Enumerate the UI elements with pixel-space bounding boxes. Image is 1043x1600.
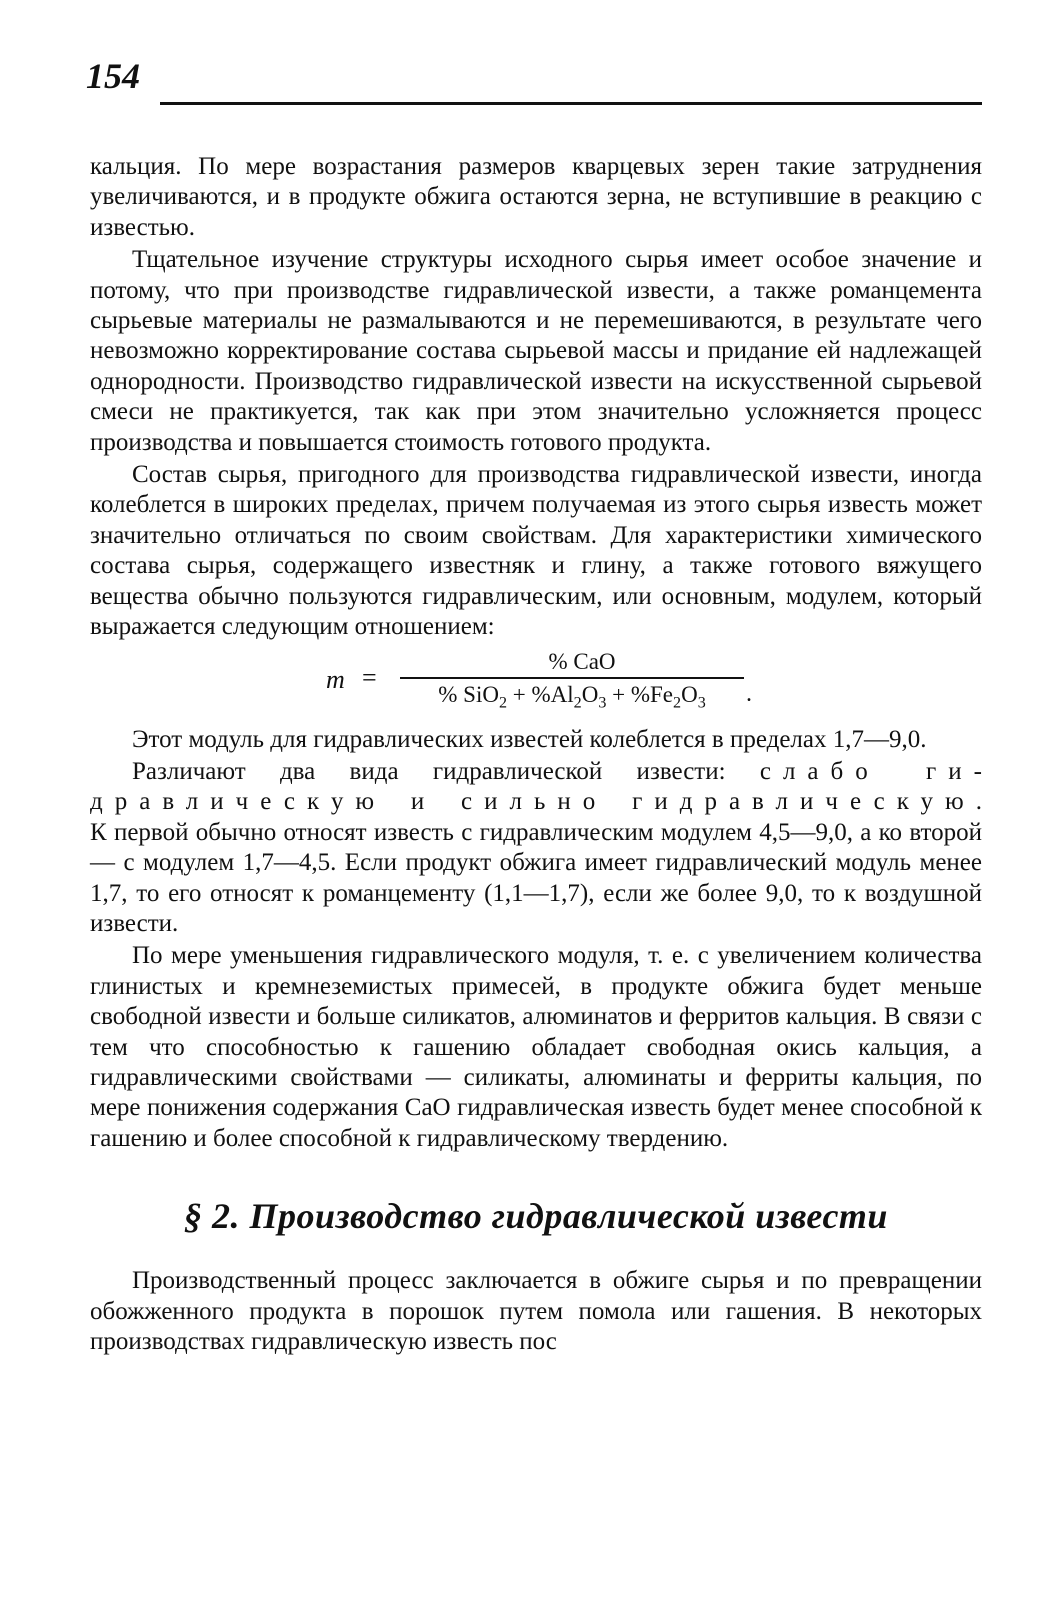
den-al-sub2: 3 (598, 694, 607, 712)
section-heading: § 2. Производство гидравлической извести (184, 1196, 888, 1237)
body-text (90, 152, 982, 1357)
page-number: 154 (86, 56, 140, 96)
den-fe: + %Fe (606, 681, 674, 707)
paragraph-3: Состав сырья, пригодного для производства гидравлической извести, иногда колеблется в широких пределах, причем получаемая из этого сырья известь может значительно отличаться по своим свойствам. Для характеристики химического состава сырья, содержащего известняк и глину, а также готового вяжущего вещества обычно пользуются гидравлическим, или основным, модулем, который выражается следующим отношением: (90, 461, 982, 641)
paragraph-6: По мере уменьшения гидравлического модуля, т. е. с увеличением количества глинистых и кремнеземистых примесей, в продукте обжига будет меньше свободной извести и больше силикатов, алюминатов и ферритов кальция. В связи с тем что способностью к гашению обладает свободная окись кальция, а гидравлическими свойствами — силикаты, алюминаты и ферриты кальция, по мере понижения содержания CaO гидравлическая известь будет менее способной к гашению и более способной к гидравлическому твердению. (90, 942, 982, 1152)
formula-period: . (746, 680, 752, 707)
den-fe-o: O (681, 681, 698, 707)
formula-numerator: % CaO (548, 648, 616, 674)
den-al-sub1: 2 (573, 694, 582, 712)
paragraph-4-text: Этот модуль для гидравлических известей колеблется в пределах 1,7—9,0. (132, 725, 927, 753)
hydraulic-modulus-formula (90, 647, 982, 719)
term-strongly-hydraulic: сильно гидравлическую (461, 788, 976, 816)
formula-lhs: m (326, 664, 345, 694)
den-fe-sub1: 2 (673, 694, 682, 712)
paragraph-4 (90, 725, 982, 755)
paragraph-5-end: . К первой обычно относят известь с гидравлическим модулем 4,5—9,0, а ко второй — с модулем 1,7—4,5. Если продукт обжига имеет гидравлический модуль менее 1,7, то его относят к романцементу (1,1—1,7), если же более 9,0, то к воздушной извести. (90, 788, 982, 937)
paragraph-5-start: Различают два вида гидравлической извести: (132, 757, 760, 785)
formula-equals: = (362, 662, 377, 692)
den-al: + %Al (507, 681, 574, 707)
paragraph-1: кальция. По мере возрастания размеров кварцевых зерен такие затруднения увеличиваются, и в продукте обжига остаются зерна, не вступившие в реакцию с известью. (90, 153, 982, 241)
paragraph-5-and: и (386, 788, 462, 816)
paragraph-5 (90, 757, 982, 939)
den-sio: % SiO (438, 681, 499, 707)
paragraph-2: Тщательное изучение структуры исходного сырья имеет особое значение и потому, что при производстве гидравлической извести, а также романцемента сырьевые материалы не размалываются и не перемешиваются, в результате чего невозможно корректирование состава сырьевой массы и придание ей надлежащей однородности. Производство гидравлической извести на искусственной сырьевой смеси не практикуется, так как при этом значительно усложняется процесс производства и повышается стоимость готового продукта. (90, 246, 982, 456)
den-sio-sub: 2 (498, 694, 508, 712)
paragraph-7: Производственный процесс заключается в обжиге сырья и по превращении обожженного продукта в порошок путем помола или гашения. В некоторых производствах гидравлическую известь пос (90, 1267, 982, 1355)
header-rule (160, 102, 982, 105)
term-weakly-hydraulic: слабо гидравлическую (90, 757, 982, 816)
formula-denominator (400, 679, 744, 711)
den-fe-sub2: 3 (697, 694, 706, 712)
den-al-o: O (581, 681, 599, 707)
formula-fraction (400, 647, 744, 711)
